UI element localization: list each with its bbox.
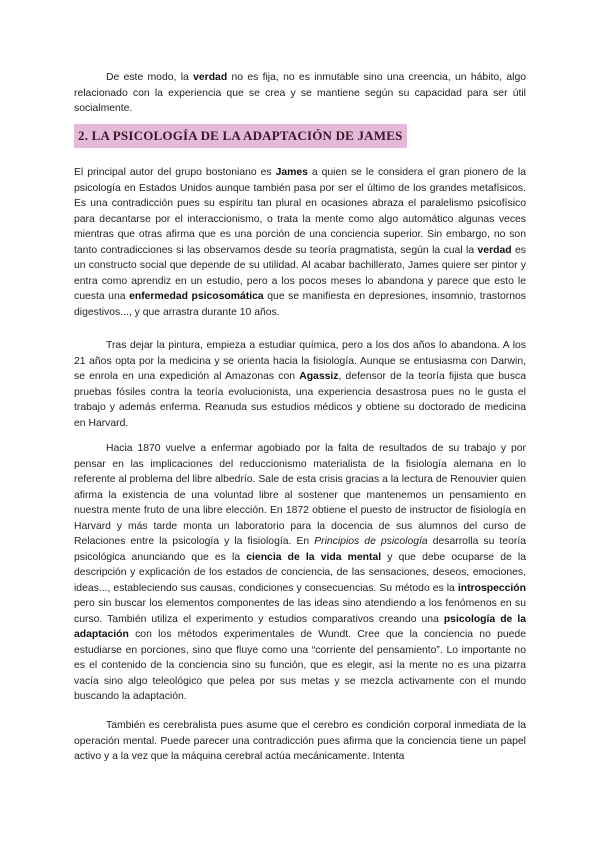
text-run: y que debe ocuparse de la descripción y explicación de los estados de conciencia, de las sensaciones, deseos, emociones, ideas..., estableciendo sus causas, condiciones y consecuencias. Su método es la [74,551,527,594]
text-run: desarrolla su teoría psicológica anunciando que es la [74,536,526,563]
bold-term: James [275,167,308,178]
paragraph-text [74,441,526,705]
paragraph-text [74,70,526,117]
text-run: no es fija, no es inmutable sino una creencia, un hábito, algo relacionado con la experiencia que se crea y se mantiene según su capacidad para ser útil socialmente. [74,72,527,114]
text-run: a quien se le considera el gran pionero de la psicología en Estados Unidos aunque también pasa por ser el último de los grandes metafísicos. Es una contradicción pues su espíritu tan plural en ocasiones abraza el paralelismo psicofísico para decantarse por el interaccionismo, o trata la mente como algo automático algunas veces mientras que otras afirma que es una porción de una conciencia superior. Sin embargo, no son tanto contradicciones si las observamos desde su teoría pragmatista, según la cual la [74,167,526,256]
section-heading-wrap [74,124,526,152]
text-run: pero sin buscar los elementos componentes de las ideas sino atendiendo a los fenómenos en su curso. También utiliza el experimento y estudios comparativos creando una [74,598,526,625]
bold-term: introspección [457,582,526,594]
paragraph-verdad [74,70,526,117]
paragraph-text [74,165,526,320]
text-run: , defensor de la teoría fijista que busca pruebas fósiles contra la teoría evolucionista, una experiencia desastrosa pues no le gusta el trabajo y además enferma. Reanuda sus estudios médicos y obtiene su doctorado de medicina en Harvard. [74,371,526,429]
bold-term: ciencia de la vida mental [246,551,382,563]
text-run: Hacia 1870 vuelve a enfermar agobiado por la falta de resultados de su trabajo y por pensar en las implicaciones del reduccionismo materialista de la fisiología alemana en lo referente al problema del libre albedrío. Sale de esta crisis gracias a la lectura de Renouvier quien afirma la existencia de una voluntad libre al sostener que mantenemos un pensamiento en nuestra mente fruto de una libre elección. En 1872 obtiene el puesto de instructor de fisiología en Harvard y más tarde monta un laboratorio para la docencia de sus alumnos del curso de Relaciones entre la psicología y la fisiología. En [74,443,526,547]
paragraph-text [74,718,526,765]
paragraph-james-intro [74,165,526,320]
text-run: con los métodos experimentales de Wundt. Cree que la conciencia no puede estudiarse en porciones, sino que fluye como una “corriente del pensamiento”. Lo importante no es el contenido de la conciencia sino su función, que es elegir, así la mente no es una pizarra vacía sino algo teleológico que pelea por sus metas y se mezcla activamente con el mundo buscando la adaptación. [74,629,526,702]
bold-term: verdad [477,244,512,256]
text-run: El principal autor del grupo bostoniano es [74,167,276,178]
paragraph-cerebralista [74,718,526,765]
text-run: que se manifiesta en depresiones, insomnio, trastornos digestivos..., y que arrastra durante 10 años. [74,291,526,318]
bold-term: enfermedad psicosomática [129,291,264,302]
text-run: Tras dejar la pintura, empieza a estudiar química, pero a los dos años lo abandona. A los 21 años opta por la medicina y se orienta hacia la fisiología. Aunque se entusiasma con Darwin, se enrola en una expedición al Amazonas con [74,340,526,382]
text-run: También es cerebralista pues asume que el cerebro es condición corporal inmediata de la operación mental. Puede parecer una contradicción pues afirma que la conciencia tiene un papel activo y a la vez que la máquina cerebral actúa mecánicamente. Intenta [74,720,526,762]
section-heading: 2. LA PSICOLOGÍA DE LA ADAPTACIÓN DE JAMES [74,124,407,148]
italic-title: Principios de psicología [314,536,428,547]
text-run: es un constructo social que depende de su utilidad. Al acabar bachillerato, James quiere ser pintor y entra como aprendiz en un estudio, pero a los pocos meses lo abandona y parece que esto le cuesta una [74,244,526,302]
bold-term: psicología de la adaptación [74,613,526,640]
paragraph-text [74,338,526,431]
bold-term: verdad [193,72,228,83]
text-run: De este modo, la [106,72,194,83]
bold-term: Agassiz [299,371,339,382]
paragraph-1870 [74,441,526,705]
paragraph-pintura [74,338,526,431]
